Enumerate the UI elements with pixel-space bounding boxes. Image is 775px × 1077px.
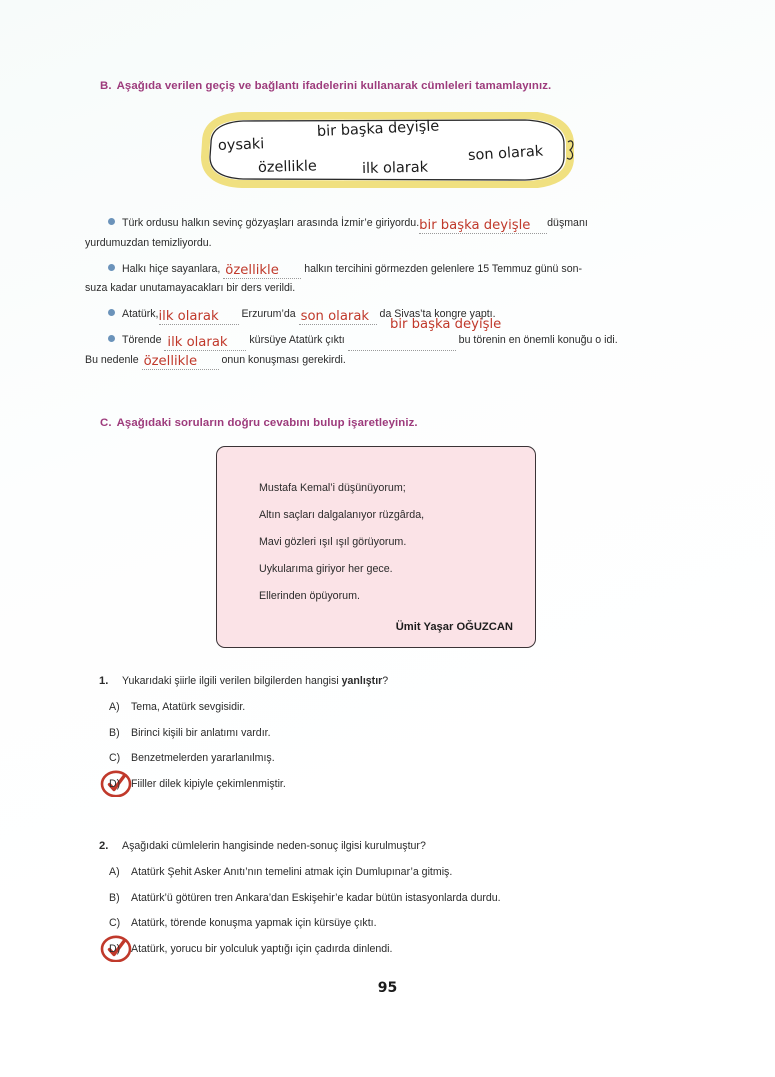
fill-in-item-4-line2-after: onun konuşması gerekirdi.: [221, 353, 346, 366]
question-1-option-a-text: Tema, Atatürk sevgisidir.: [131, 701, 246, 713]
question-2-option-a[interactable]: [95, 864, 695, 880]
question-2-option-b[interactable]: [95, 890, 695, 906]
question-2-option-d[interactable]: [95, 941, 695, 957]
fill-in-item-2-line-1: [85, 260, 693, 280]
word-bank-item-2: özellikle: [257, 158, 318, 176]
question-2-number: 2.: [99, 840, 109, 852]
word-bank-item-4: son olarak: [467, 143, 544, 164]
word-bank: [196, 112, 576, 188]
fill-in-item-1-after: düşmanı: [547, 217, 588, 229]
question-2: [95, 838, 695, 966]
fill-in-item-3-blank-1[interactable]: [158, 308, 239, 325]
fill-in-item-2-after: halkın tercihini görmezden gelenlere 15 Temmuz günü son-: [304, 262, 583, 275]
question-1-option-c-letter: C): [109, 752, 121, 764]
question-1-stem-bold: yanlıştır: [341, 675, 383, 687]
section-b-heading: [100, 80, 551, 92]
question-2-option-c-letter: C): [109, 917, 121, 929]
fill-in-item-4-before: Törende: [122, 334, 162, 346]
question-2-option-d-text: Atatürk, yorucu bir yolculuk yaptığı için çadırda dinlendi.: [131, 942, 393, 955]
question-2-stem-before: Aşağıdaki cümlelerin hangisinde neden-sonuç ilgisi kurulmuştur?: [122, 840, 426, 852]
fill-in-item-3-answer-2: son olarak: [300, 308, 370, 324]
question-1-option-c[interactable]: [95, 750, 695, 766]
question-2-option-d-letter: D): [109, 942, 121, 955]
question-2-option-a-letter: A): [109, 866, 120, 878]
bullet-icon: [108, 218, 115, 225]
question-1-stem-before: Yukarıdaki şiirle ilgili verilen bilgilerden hangisi: [122, 675, 342, 687]
question-1-number: 1.: [99, 675, 109, 687]
question-1-option-c-text: Benzetmelerden yararlanılmış.: [131, 752, 275, 764]
poem-line-2: Mavi gözleri ışıl ışıl görüyorum.: [259, 536, 407, 548]
question-2-option-b-letter: B): [109, 891, 120, 904]
fill-in-item-2-line-2: suza kadar unutamayacakları bir ders verildi.: [85, 282, 296, 294]
fill-in-item-4-middle: kürsüye Atatürk çıktı: [249, 334, 345, 346]
question-1: [95, 673, 695, 801]
question-1-option-a[interactable]: [95, 699, 695, 715]
fill-in-item-2-before: Halkı hiçe sayanlara,: [122, 262, 221, 275]
fill-in-item-1-line-1: [85, 214, 693, 234]
fill-in-item-4-line-2: [85, 351, 693, 371]
fill-in-item-1: [85, 214, 693, 253]
fill-in-item-4-after: bu törenin en önemli konuğu o idi.: [458, 334, 618, 346]
poem-lines: [259, 475, 424, 610]
poem-author: Ümit Yaşar OĞUZCAN: [395, 621, 513, 633]
fill-in-item-4-answer-2: bir başka deyişle: [390, 317, 502, 332]
fill-in-item-1-line-2: yurdumuzdan temizliyordu.: [85, 236, 212, 249]
page-number: 95: [377, 980, 398, 996]
fill-in-item-4-line2-before: Bu nedenle: [85, 353, 139, 366]
fill-in-item-3-blank-2[interactable]: [299, 308, 377, 325]
fill-in-item-4-answer-3: özellikle: [143, 354, 198, 369]
fill-in-item-4-answer-1: ilk olarak: [167, 334, 228, 350]
fill-in-item-3-after: da Sivas’ta kongre yaptı.: [379, 308, 496, 320]
fill-in-item-3-before: Atatürk,: [122, 308, 159, 320]
question-1-option-a-letter: A): [109, 701, 120, 713]
poem-line-0: Mustafa Kemal’i düşünüyorum;: [259, 482, 406, 494]
question-1-option-b[interactable]: [95, 725, 695, 741]
question-1-option-d-letter: D): [109, 777, 121, 790]
question-1-option-b-letter: B): [109, 726, 120, 739]
fill-in-item-2-answer: özellikle: [225, 263, 279, 278]
fill-in-item-1-before: Türk ordusu halkın sevinç gözyaşları arasında İzmir’e giriyordu.: [122, 217, 420, 229]
section-b-letter: B.: [100, 80, 112, 92]
fill-in-item-3: [85, 305, 693, 325]
question-2-option-a-text: Atatürk Şehit Asker Anıtı’nın temelini atmak için Dumlupınar’a gitmiş.: [131, 866, 453, 878]
fill-in-item-3-middle: Erzurum’da: [241, 308, 296, 320]
question-1-option-b-text: Birinci kişili bir anlatımı vardır.: [131, 726, 271, 739]
fill-in-item-4-blank-3[interactable]: [142, 354, 219, 370]
word-bank-item-0: oysaki: [217, 136, 265, 154]
question-1-option-d[interactable]: [95, 776, 695, 792]
fill-in-item-2: [85, 260, 693, 299]
bullet-icon: [108, 264, 115, 271]
question-1-option-d-text: Fiiller dilek kipiyle çekimlenmiştir.: [131, 777, 286, 790]
section-b-title: Aşağıda verilen geçiş ve bağlantı ifadelerini kullanarak cümleleri tamamlayınız.: [116, 80, 552, 92]
question-2-stem: [95, 838, 695, 854]
section-c-heading: [100, 417, 418, 429]
poem-line-4: Ellerinden öpüyorum.: [259, 590, 360, 602]
fill-in-item-1-answer: bir başka deyişle: [419, 217, 531, 233]
question-2-option-b-text: Atatürk’ü götüren tren Ankara’dan Eskişehir’e kadar bütün istasyonlarda durdu.: [131, 891, 501, 904]
fill-in-item-3-answer-1: ilk olarak: [158, 308, 219, 324]
fill-in-item-3-line-1: [85, 305, 693, 325]
bullet-icon: [108, 335, 115, 342]
bullet-icon: [108, 309, 115, 316]
question-1-stem-after: ?: [382, 675, 389, 687]
fill-in-exercise: [85, 214, 693, 377]
word-bank-item-1: bir başka deyişle: [316, 118, 440, 140]
poem-line-1: Altın saçları dalgalanıyor rüzgârda,: [259, 509, 425, 521]
poem-box: [216, 446, 536, 648]
word-bank-item-3: ilk olarak: [361, 159, 429, 177]
fill-in-item-4: [85, 317, 693, 370]
question-2-option-c[interactable]: [95, 915, 695, 931]
question-2-option-c-text: Atatürk, törende konuşma yapmak için kürsüye çıktı.: [131, 917, 377, 929]
section-c-title: Aşağıdaki soruların doğru cevabını bulup işaretleyiniz.: [116, 417, 418, 429]
fill-in-item-4-line-1: [85, 331, 693, 351]
poem-line-3: Uykularıma giriyor her gece.: [259, 563, 393, 575]
section-c-letter: C.: [100, 417, 112, 429]
question-1-stem: [95, 673, 695, 689]
